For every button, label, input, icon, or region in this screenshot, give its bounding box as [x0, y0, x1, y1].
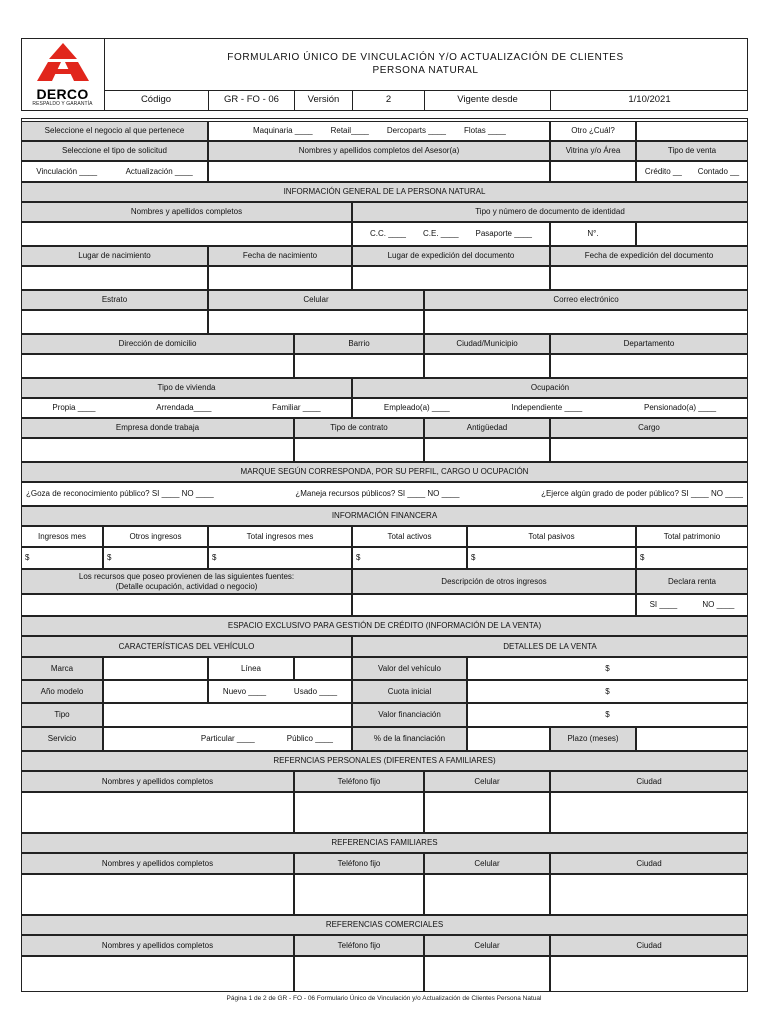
option-flotas[interactable]: Flotas ____	[464, 126, 506, 136]
valor-label: Valor del vehículo	[352, 657, 467, 680]
ref-familiares-col-ciudad: Ciudad	[550, 853, 748, 874]
option-familiar[interactable]: Familiar ____	[272, 403, 321, 413]
ref-personales-celular-field[interactable]	[424, 792, 550, 833]
ref-personales-nombres-field[interactable]	[21, 792, 294, 833]
ref-comerciales-telefono-field[interactable]	[294, 956, 424, 992]
contrato-field[interactable]	[294, 438, 424, 462]
otros-ingresos-label: Otros ingresos	[103, 526, 208, 547]
section-financiera: INFORMACIÓN FINANCERA	[21, 506, 748, 526]
perfil-questions	[21, 482, 748, 506]
section-ref-familiares: REFERENCIAS FAMILIARES	[21, 833, 748, 853]
total-ingresos-field[interactable]: $	[208, 547, 352, 569]
asesor-field[interactable]	[208, 161, 550, 182]
correo-label: Correo electrónico	[424, 290, 748, 310]
condicion-options	[208, 680, 352, 703]
ref-personales-col-ciudad: Ciudad	[550, 771, 748, 792]
brand-name: DERCO	[36, 86, 89, 102]
vigente-value: 1/10/2021	[550, 90, 748, 111]
recursos-label	[21, 569, 352, 594]
negocio-options	[208, 121, 550, 141]
marca-label: Marca	[21, 657, 103, 680]
celular-label: Celular	[208, 290, 424, 310]
solicitud-options	[21, 161, 208, 182]
vitrina-label: Vitrina y/o Área	[550, 141, 636, 161]
servicio-options	[103, 727, 352, 751]
linea-field[interactable]	[294, 657, 352, 680]
porcentaje-label: % de la financiación	[352, 727, 467, 751]
pasivos-label: Total pasivos	[467, 526, 636, 547]
lugar-exp-label: Lugar de expedición del documento	[352, 246, 550, 266]
option-renta-si[interactable]: SI ____	[649, 600, 678, 610]
departamento-field[interactable]	[550, 354, 748, 378]
celular-field[interactable]	[208, 310, 424, 334]
page-footer: Página 1 de 2 de GR - FO - 06 Formulario Único de Vinculación y/o Actualización de Clientes Persona Natual	[226, 995, 542, 1002]
ocupacion-options	[352, 398, 748, 418]
marca-field[interactable]	[103, 657, 208, 680]
ref-comerciales-nombres-field[interactable]	[21, 956, 294, 992]
renta-label: Declara renta	[636, 569, 748, 594]
vehiculo-title: CARACTERÍSTICAS DEL VEHÍCULO	[21, 636, 352, 657]
option-pensionado[interactable]: Pensionado(a) ____	[644, 403, 717, 413]
section-ref-comerciales: REFERENCIAS COMERCIALES	[21, 915, 748, 935]
total-ingresos-label: Total ingresos mes	[208, 526, 352, 547]
question-recursos[interactable]: ¿Maneja recursos públicos? SI ____ NO ____	[295, 489, 460, 499]
otro-field[interactable]	[636, 121, 748, 141]
cargo-field[interactable]	[550, 438, 748, 462]
modelo-field[interactable]	[103, 680, 208, 703]
negocio-label: Seleccione el negocio al que pertenece	[21, 121, 208, 141]
vivienda-options	[21, 398, 352, 418]
cuota-field[interactable]: $	[467, 680, 748, 703]
option-usado[interactable]: Usado ____	[293, 686, 338, 696]
option-arrendada[interactable]: Arrendada____	[156, 403, 212, 413]
estrato-field[interactable]	[21, 310, 208, 334]
tipo-label: Tipo	[21, 703, 103, 727]
ref-familiares-telefono-field[interactable]	[294, 874, 424, 915]
ref-comerciales-col-ciudad: Ciudad	[550, 935, 748, 956]
estrato-label: Estrato	[21, 290, 208, 310]
tipo-venta-label: Tipo de venta	[636, 141, 748, 161]
nombres-field[interactable]	[21, 222, 352, 246]
ref-comerciales-col-telefono: Teléfono fijo	[294, 935, 424, 956]
financiacion-field[interactable]: $	[467, 703, 748, 727]
option-cc[interactable]: C.C. ____	[369, 229, 406, 239]
ref-familiares-ciudad-field[interactable]	[550, 874, 748, 915]
descripcion-label: Descripción de otros ingresos	[352, 569, 636, 594]
cargo-label: Cargo	[550, 418, 748, 438]
financiacion-label: Valor financiación	[352, 703, 467, 727]
activos-label: Total activos	[352, 526, 467, 547]
codigo-label: Código	[140, 94, 172, 106]
ref-familiares-nombres-field[interactable]	[21, 874, 294, 915]
cuota-label: Cuota inicial	[352, 680, 467, 703]
contrato-label: Tipo de contrato	[294, 418, 424, 438]
section-perfil: MARQUE SEGÚN CORRESPONDA, POR SU PERFIL, CARGO U OCUPACIÓN	[21, 462, 748, 482]
fecha-nac-label: Fecha de nacimiento	[208, 246, 352, 266]
ref-personales-col-celular: Celular	[424, 771, 550, 792]
fecha-exp-label: Fecha de expedición del documento	[550, 246, 748, 266]
recursos-field[interactable]	[21, 594, 352, 616]
activos-field[interactable]: $	[352, 547, 467, 569]
recursos-line1: Los recursos que poseo provienen de las siguientes fuentes:	[78, 572, 295, 582]
option-publico[interactable]: Público ____	[286, 734, 333, 744]
ref-familiares-col-telefono: Teléfono fijo	[294, 853, 424, 874]
ref-familiares-celular-field[interactable]	[424, 874, 550, 915]
documento-label: Tipo y número de documento de identidad	[352, 202, 748, 222]
lugar-nac-label: Lugar de nacimiento	[21, 246, 208, 266]
valor-field[interactable]: $	[467, 657, 748, 680]
renta-options	[636, 594, 748, 616]
ingresos-field[interactable]: $	[21, 547, 103, 569]
empresa-label: Empresa donde trabaja	[21, 418, 294, 438]
numero-field[interactable]	[636, 222, 748, 246]
ref-personales-col-telefono: Teléfono fijo	[294, 771, 424, 792]
fecha-nac-field[interactable]	[208, 266, 352, 290]
form-title-line2: PERSONA NATURAL	[372, 65, 479, 76]
section-ref-personales: REFERNCIAS PERSONALES (DIFERENTES A FAMILIARES)	[21, 751, 748, 771]
numero-label: N°.	[550, 222, 636, 246]
otros-ingresos-field[interactable]: $	[103, 547, 208, 569]
vigente-label: Vigente desde	[424, 90, 550, 111]
direccion-field[interactable]	[21, 354, 294, 378]
option-propia[interactable]: Propia ____	[52, 403, 96, 413]
patrimonio-field[interactable]: $	[636, 547, 748, 569]
antiguedad-label: Antigüedad	[424, 418, 550, 438]
antiguedad-field[interactable]	[424, 438, 550, 462]
option-vinculacion[interactable]: Vinculación ____	[36, 166, 98, 176]
ref-comerciales-col-nombres: Nombres y apellidos completos	[21, 935, 294, 956]
pasivos-field[interactable]: $	[467, 547, 636, 569]
form-title-line1: FORMULARIO ÚNICO DE VINCULACIÓN Y/O ACTUALIZACIÓN DE CLIENTES	[227, 51, 624, 63]
nombres-label: Nombres y apellidos completos	[21, 202, 352, 222]
ref-personales-telefono-field[interactable]	[294, 792, 424, 833]
ref-familiares-col-nombres: Nombres y apellidos completos	[21, 853, 294, 874]
direccion-label: Dirección de domicilio	[21, 334, 294, 354]
option-nuevo[interactable]: Nuevo ____	[222, 686, 267, 696]
ref-familiares-col-celular: Celular	[424, 853, 550, 874]
vivienda-label: Tipo de vivienda	[21, 378, 352, 398]
lugar-nac-field[interactable]	[21, 266, 208, 290]
otro-label: Otro ¿Cuál?	[550, 121, 636, 141]
option-actualizacion[interactable]: Actualización ____	[125, 166, 193, 176]
option-credito[interactable]: Crédito __	[644, 166, 682, 176]
ocupacion-label: Ocupación	[352, 378, 748, 398]
ciudad-field[interactable]	[424, 354, 550, 378]
option-maquinaria[interactable]: Maquinaria ____	[253, 126, 313, 136]
tipo-field[interactable]	[103, 703, 352, 727]
descripcion-field[interactable]	[352, 594, 636, 616]
recursos-line2: (Detalle ocupación, actividad o negocio)	[115, 581, 258, 591]
venta-title: DETALLES DE LA VENTA	[352, 636, 748, 657]
ref-comerciales-col-celular: Celular	[424, 935, 550, 956]
modelo-label: Año modelo	[21, 680, 103, 703]
section-info-general: INFORMACIÓN GENERAL DE LA PERSONA NATURAL	[21, 182, 748, 202]
servicio-label: Servicio	[21, 727, 103, 751]
vitrina-field[interactable]	[550, 161, 636, 182]
ref-comerciales-celular-field[interactable]	[424, 956, 550, 992]
codigo-value: GR - FO - 06	[208, 90, 294, 111]
linea-label: Línea	[208, 657, 294, 680]
lugar-exp-field[interactable]	[352, 266, 550, 290]
barrio-field[interactable]	[294, 354, 424, 378]
ciudad-label: Ciudad/Municipio	[424, 334, 550, 354]
brand-tagline: RESPALDO Y GARANTÍA	[32, 101, 93, 107]
ref-comerciales-ciudad-field[interactable]	[550, 956, 748, 992]
plazo-field[interactable]	[636, 727, 748, 751]
ref-personales-col-nombres: Nombres y apellidos completos	[21, 771, 294, 792]
question-reconocimiento[interactable]: ¿Goza de reconocimiento público? SI ____ NO ____	[26, 489, 214, 499]
option-renta-no[interactable]: NO ____	[702, 600, 735, 610]
form-title	[104, 38, 747, 90]
section-credito: ESPACIO EXCLUSIVO PARA GESTIÓN DE CRÉDITO (INFORMACIÓN DE LA VENTA)	[21, 616, 748, 636]
derco-triangle-logo	[36, 41, 90, 85]
option-particular[interactable]: Particular ____	[200, 734, 255, 744]
barrio-label: Barrio	[294, 334, 424, 354]
ref-personales-ciudad-field[interactable]	[550, 792, 748, 833]
option-empleado[interactable]: Empleado(a) ____	[383, 403, 450, 413]
correo-field[interactable]	[424, 310, 748, 334]
empresa-field[interactable]	[21, 438, 294, 462]
question-poder[interactable]: ¿Ejerce algún grado de poder público? SI ____ NO ____	[541, 489, 743, 499]
ingresos-label: Ingresos mes	[21, 526, 103, 547]
option-retail[interactable]: Retail____	[330, 126, 369, 136]
fecha-exp-field[interactable]	[550, 266, 748, 290]
porcentaje-field[interactable]	[467, 727, 550, 751]
doc-options	[352, 222, 550, 246]
option-ce[interactable]: C.E. ____	[422, 229, 459, 239]
tipo-solicitud-label: Seleccione el tipo de solicitud	[21, 141, 208, 161]
venta-options	[636, 161, 748, 182]
departamento-label: Departamento	[550, 334, 748, 354]
version-label: Versión	[294, 90, 352, 111]
option-dercoparts[interactable]: Dercoparts ____	[386, 126, 447, 136]
option-contado[interactable]: Contado __	[697, 166, 740, 176]
version-value: 2	[352, 90, 424, 111]
plazo-label: Plazo (meses)	[550, 727, 636, 751]
option-pasaporte[interactable]: Pasaporte ____	[475, 229, 533, 239]
derco-logo	[21, 38, 104, 110]
asesor-label: Nombres y apellidos completos del Asesor(a)	[208, 141, 550, 161]
patrimonio-label: Total patrimonio	[636, 526, 748, 547]
option-independiente[interactable]: Independiente ____	[511, 403, 583, 413]
